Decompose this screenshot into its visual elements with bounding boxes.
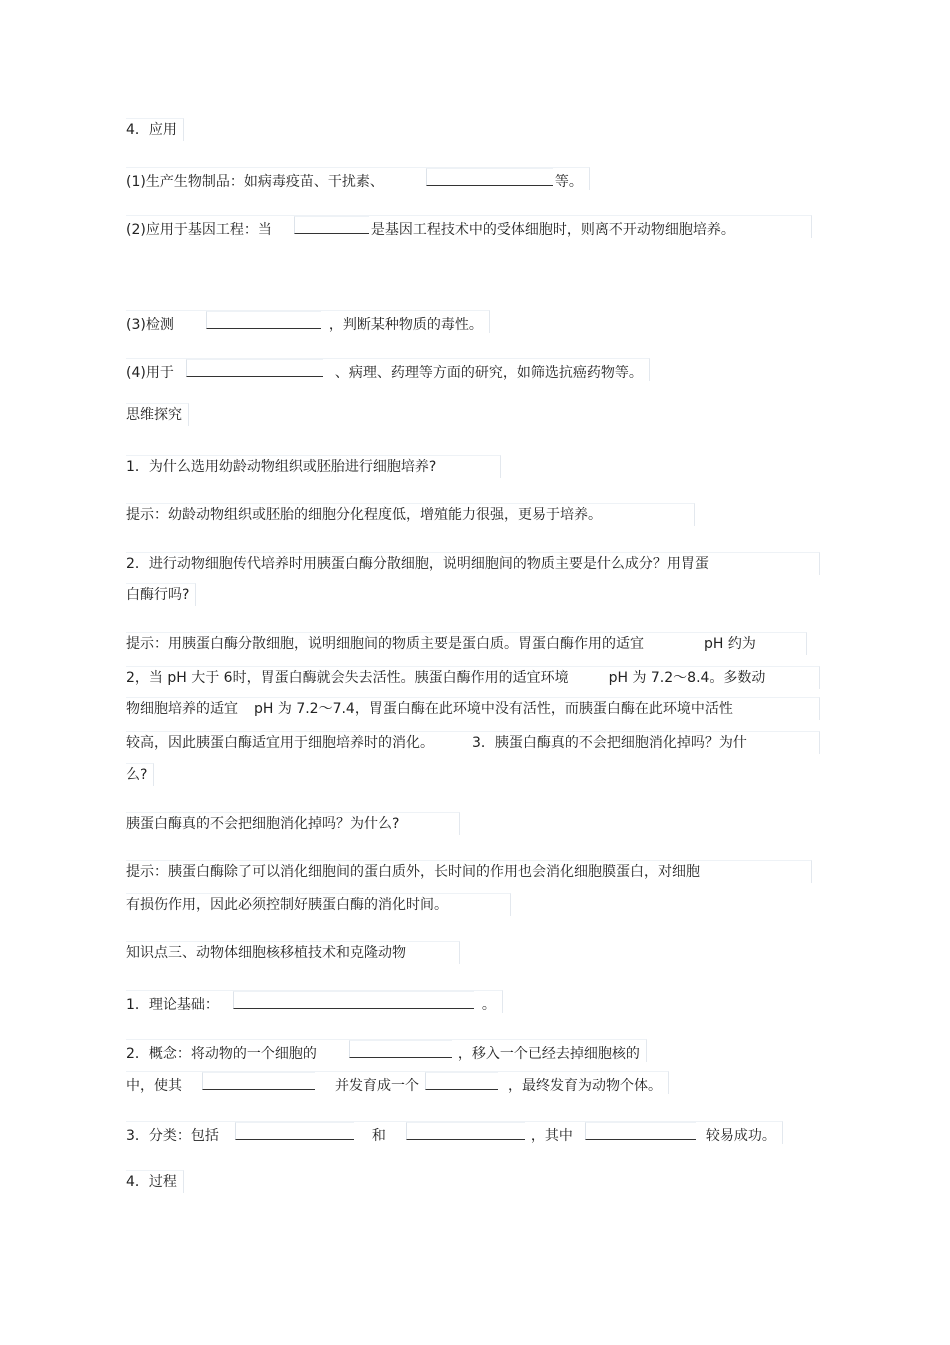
hint-2-line-2 bbox=[126, 666, 820, 689]
question-3 bbox=[126, 812, 460, 835]
n2-l2a: 中，使其 bbox=[126, 1078, 182, 1094]
n3-blank-1[interactable] bbox=[235, 1122, 354, 1140]
app1-post: 等。 bbox=[554, 174, 583, 190]
h2-l3b: pH 为 7.2～7.4，胃蛋白酶在此环境中没有活性，而胰蛋白酶在此环境中活性 bbox=[254, 701, 733, 717]
app2-pre: (2)应用于基因工程：当 bbox=[126, 222, 272, 238]
h2-l2a: 2，当 pH 大于 6时，胃蛋白酶就会失去活性。胰蛋白酶作用的适宜环境 bbox=[126, 670, 569, 686]
n3-pre: 3．分类：包括 bbox=[126, 1128, 219, 1144]
application-item-4 bbox=[126, 358, 650, 381]
n2-blank-3[interactable] bbox=[425, 1072, 498, 1090]
hint-2-line-3 bbox=[126, 697, 820, 720]
thinking-text: 思维探究 bbox=[126, 407, 182, 423]
h1-text: 提示：幼龄动物组织或胚胎的细胞分化程度低，增殖能力很强，更易于培养。 bbox=[126, 507, 602, 523]
k3-text: 知识点三、动物体细胞核移植技术和克隆动物 bbox=[126, 945, 406, 961]
hint-2-line-1 bbox=[126, 632, 807, 655]
h2-l4a: 较高，因此胰蛋白酶适宜用于细胞培养时的消化。 bbox=[126, 735, 434, 751]
n3-blank-3[interactable] bbox=[585, 1122, 696, 1140]
app2-blank[interactable] bbox=[294, 216, 369, 234]
n2-l2c: ，最终发育为动物个体。 bbox=[508, 1078, 662, 1094]
n4-text: 4．过程 bbox=[126, 1174, 177, 1190]
h3-line2: 有损伤作用，因此必须控制好胰蛋白酶的消化时间。 bbox=[126, 897, 448, 913]
q3-text: 胰蛋白酶真的不会把细胞消化掉吗？为什么? bbox=[126, 816, 400, 832]
n3-post: 较易成功。 bbox=[705, 1128, 776, 1144]
h2-l5: 么? bbox=[126, 767, 148, 783]
n1-post: 。 bbox=[481, 997, 496, 1013]
h2-l1b: pH 约为 bbox=[704, 636, 756, 652]
q2-line1: 2．进行动物细胞传代培养时用胰蛋白酶分散细胞，说明细胞间的物质主要是什么成分？用胃蛋 bbox=[126, 556, 709, 572]
nuclear-item-3 bbox=[126, 1121, 783, 1144]
h2-l1a: 提示：用胰蛋白酶分散细胞，说明细胞间的物质主要是蛋白质。胃蛋白酶作用的适宜 bbox=[126, 636, 644, 652]
nuclear-item-2-line-2 bbox=[126, 1071, 669, 1094]
question-1 bbox=[126, 455, 501, 478]
hint-3-line-1 bbox=[126, 860, 812, 883]
section-4-text: 4．应用 bbox=[126, 122, 177, 138]
n3-blank-2[interactable] bbox=[406, 1122, 525, 1140]
section-4-title bbox=[126, 118, 184, 141]
h2-l4b: 3．胰蛋白酶真的不会把细胞消化掉吗？为什 bbox=[472, 735, 747, 751]
n3-and: 和 bbox=[371, 1128, 386, 1144]
nuclear-item-4-title bbox=[126, 1170, 184, 1193]
n2-blank-1[interactable] bbox=[349, 1040, 452, 1058]
n2-l2b: 并发育成一个 bbox=[335, 1078, 419, 1094]
q2-line2: 白酶行吗? bbox=[126, 587, 190, 603]
app1-blank[interactable] bbox=[426, 168, 553, 186]
hint-2-line-5 bbox=[126, 763, 154, 786]
app4-blank[interactable] bbox=[186, 359, 323, 377]
n1-blank[interactable] bbox=[233, 991, 474, 1009]
h2-l2b: pH 为 7.2～8.4。多数动 bbox=[608, 670, 766, 686]
h2-l3a: 物细胞培养的适宜 bbox=[126, 701, 238, 717]
q1-text: 1．为什么选用幼龄动物组织或胚胎进行细胞培养? bbox=[126, 459, 437, 475]
knowledge-point-3-title bbox=[126, 941, 460, 964]
hint-2-line-4 bbox=[126, 731, 820, 754]
application-item-3 bbox=[126, 310, 490, 333]
hint-3-line-2 bbox=[126, 893, 511, 916]
app3-blank[interactable] bbox=[206, 311, 321, 329]
thinking-title bbox=[126, 403, 189, 426]
nuclear-item-2-line-1 bbox=[126, 1039, 647, 1062]
n3-mid: ，其中 bbox=[530, 1128, 573, 1144]
h3-line1: 提示：胰蛋白酶除了可以消化细胞间的蛋白质外，长时间的作用也会消化细胞膜蛋白，对细胞 bbox=[126, 864, 700, 880]
app1-pre: (1)生产生物制品：如病毒疫苗、干扰素、 bbox=[126, 174, 384, 190]
app2-post: 是基因工程技术中的受体细胞时，则离不开动物细胞培养。 bbox=[370, 222, 735, 238]
app3-post: ，判断某种物质的毒性。 bbox=[328, 317, 483, 333]
n2-mid: ，移入一个已经去掉细胞核的 bbox=[457, 1046, 640, 1062]
app4-post: 、病理、药理等方面的研究，如筛选抗癌药物等。 bbox=[334, 365, 643, 381]
n2-blank-2[interactable] bbox=[202, 1072, 315, 1090]
application-item-2 bbox=[126, 215, 812, 238]
question-2-line-1 bbox=[126, 552, 820, 575]
app4-pre: (4)用于 bbox=[126, 365, 174, 381]
question-2-line-2 bbox=[126, 583, 196, 606]
n2-pre: 2．概念：将动物的一个细胞的 bbox=[126, 1046, 317, 1062]
app3-pre: (3)检测 bbox=[126, 317, 174, 333]
hint-1 bbox=[126, 503, 695, 526]
application-item-1 bbox=[126, 167, 590, 190]
nuclear-item-1 bbox=[126, 990, 503, 1013]
n1-pre: 1．理论基础： bbox=[126, 997, 219, 1013]
